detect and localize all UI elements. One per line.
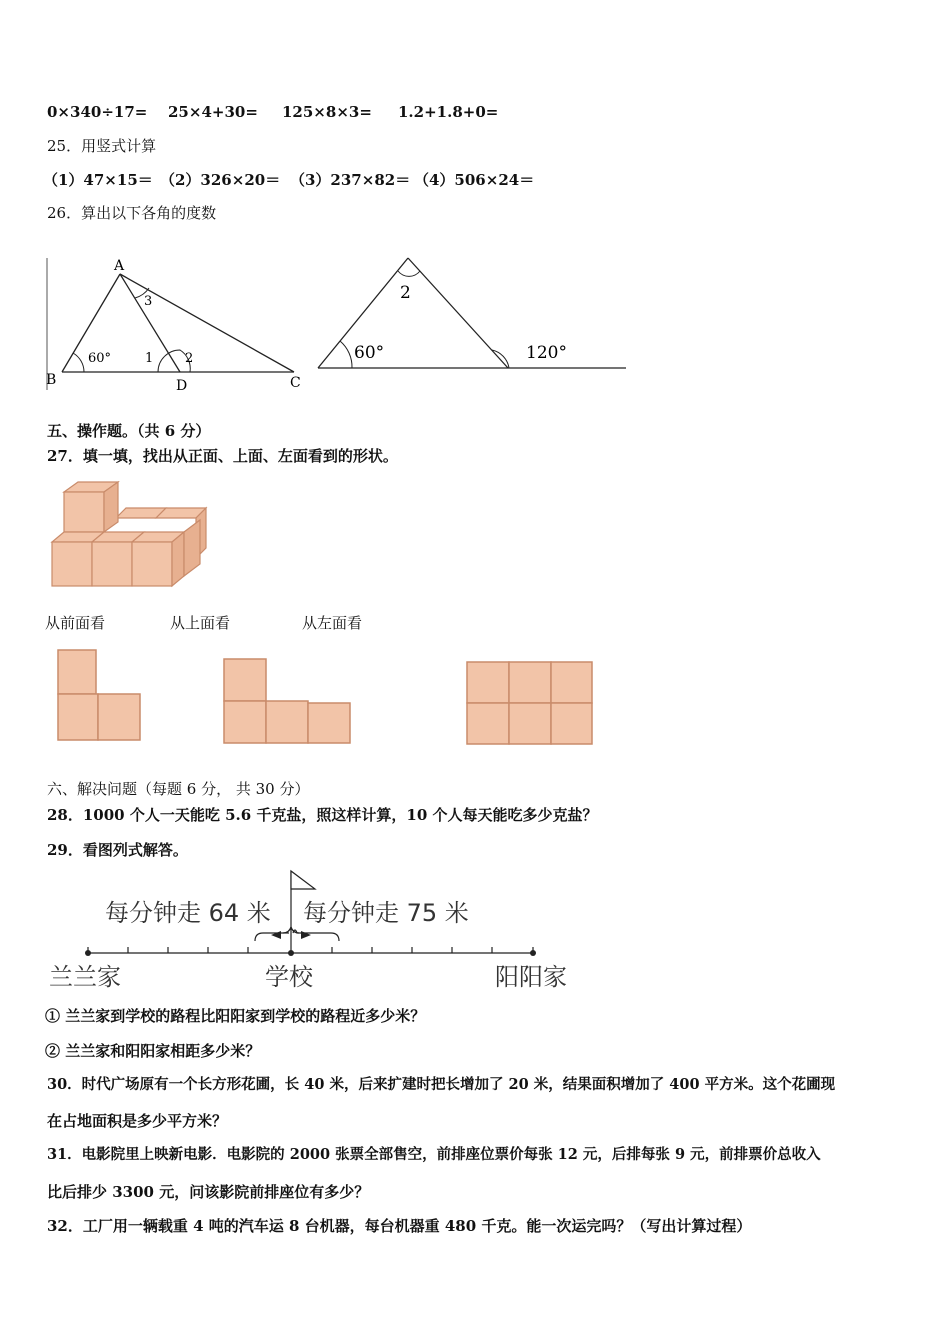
q24-item-2: 25×4+30= [168, 103, 258, 121]
view-label-front: 从前面看 [45, 614, 106, 632]
place-lanlan-home: 兰兰家 [49, 963, 121, 991]
q29-title: 29．看图列式解答。 [47, 841, 188, 859]
q29-sub-2: ② 兰兰家和阳阳家相距多少米？ [45, 1042, 261, 1060]
q30-line-2: 在占地面积是多少平方米？ [47, 1112, 228, 1130]
front-view-shape [55, 648, 145, 744]
triangle-figure-2 [310, 240, 630, 375]
fig1-angle-3: 3 [144, 294, 153, 309]
q25-title: 25．用竖式计算 [47, 137, 157, 155]
q26-title: 26．算出以下各角的度数 [47, 204, 217, 222]
place-yangyang-home: 阳阳家 [495, 963, 567, 991]
fig1-label-c: C [290, 375, 301, 391]
q29-sub-1: ① 兰兰家到学校的路程比阳阳家到学校的路程近多少米？ [45, 1007, 426, 1025]
fig1-label-a: A [114, 258, 125, 274]
fig2-angle-left: 60° [354, 343, 385, 363]
fig1-angle-1: 1 [145, 351, 154, 366]
q24-item-4: 1.2+1.8+0= [398, 103, 499, 121]
fig2-angle-2: 2 [400, 283, 411, 303]
fig2-angle-right: 120° [526, 343, 567, 363]
q25-item-3: （3）237×82＝ [290, 171, 411, 189]
fig1-label-d: D [176, 378, 188, 394]
q32-text: 32．工厂用一辆载重 4 吨的汽车运 8 台机器，每台机器重 480 千克。能一次运完吗？（写出计算过程） [47, 1217, 752, 1235]
section5-title: 五、操作题。（共 6 分） [47, 422, 211, 440]
q24-item-3: 125×8×3= [282, 103, 372, 121]
fig1-angle-b: 60° [88, 351, 112, 366]
q25-item-2: （2）326×20＝ [160, 171, 281, 189]
cube-stack-figure [46, 478, 211, 596]
q30-line-1: 30．时代广场原有一个长方形花圃，长 40 米，后来扩建时把长增加了 20 米，结果面积增加了 400 平方米。这个花圃现 [47, 1076, 836, 1093]
fig1-label-b: B [46, 372, 57, 388]
q27-title: 27．填一填，找出从正面、上面、左面看到的形状。 [47, 447, 398, 465]
left-view-shape [465, 659, 595, 747]
q28-text: 28．1000 个人一天能吃 5.6 千克盐，照这样计算，10 个人每天能吃多少克盐？ [47, 806, 598, 824]
fig1-angle-2: 2 [185, 351, 194, 366]
left-speed-label: 每分钟走 64 米 [105, 899, 271, 927]
triangle-figure-1 [40, 250, 310, 395]
top-view-shape [222, 656, 354, 748]
q31-line-2: 比后排少 3300 元，问该影院前排座位有多少？ [47, 1183, 370, 1201]
right-speed-label: 每分钟走 75 米 [303, 899, 469, 927]
view-label-top: 从上面看 [170, 614, 231, 632]
q25-item-4: （4）506×24＝ [414, 171, 535, 189]
section6-title: 六、解决问题（每题 6 分， 共 30 分） [47, 780, 310, 798]
q24-item-1: 0×340÷17= [47, 103, 148, 121]
view-label-left: 从左面看 [302, 614, 363, 632]
place-school: 学校 [265, 963, 313, 991]
route-diagram [45, 865, 605, 993]
q31-line-1: 31．电影院里上映新电影．电影院的 2000 张票全部售空，前排座位票价每张 12 元，后排每张 9 元，前排票价总收入 [47, 1146, 821, 1163]
q25-item-1: （1）47×15＝ [43, 171, 153, 189]
